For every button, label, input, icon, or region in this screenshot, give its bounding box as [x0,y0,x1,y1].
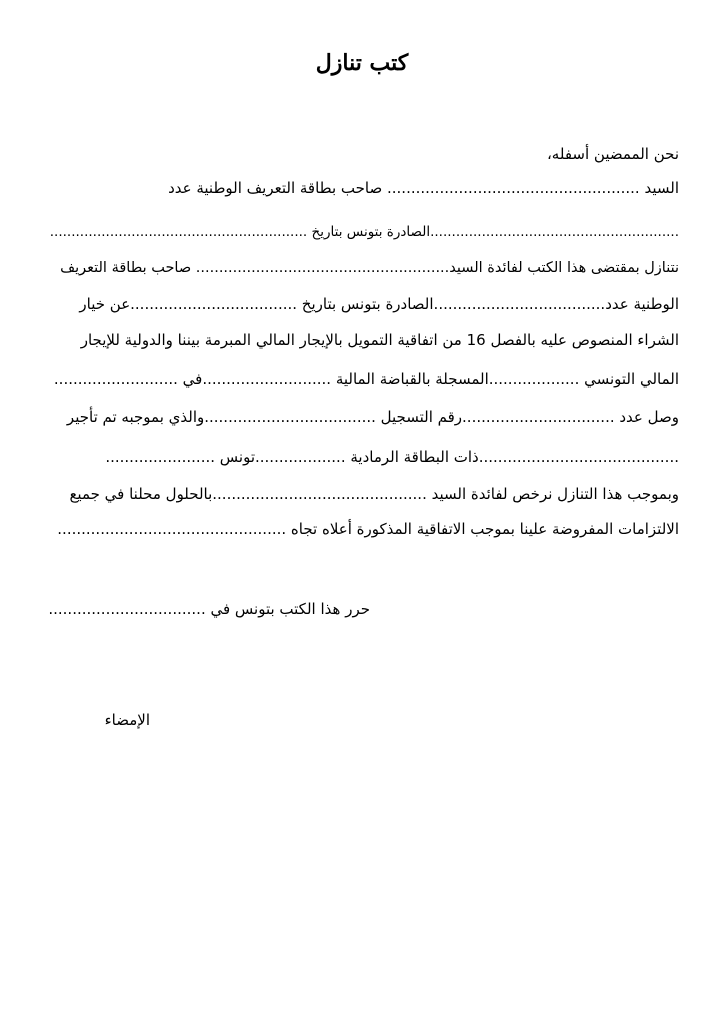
body-line-3: ..........................................................الصادرة بتونس بتاريخ ............................................................ [49,224,679,240]
body-line-6: الشراء المنصوص عليه بالفصل 16 من اتفاقية التمويل بالإيجار المالي المبرمة بيننا والدولية للإيجار [80,331,679,349]
body-line-2: السيد ..................................................... صاحب بطاقة التعريف الوطنية عدد [168,179,679,197]
body-line-11: الالتزامات المفروضة علينا بموجب الاتفاقية المذكورة أعلاه تجاه ................................................ [57,520,679,538]
body-line-9: ..........................................ذات البطاقة الرمادية ...................تونس ....................... [105,448,679,466]
body-line-7: المالي التونسي ...................المسجلة بالقباضة المالية ...........................في .......................... [53,370,679,388]
signed-at-line: حرر هذا الكتب بتونس في ................................. [48,600,370,618]
body-line-8: وصل عدد ................................رقم التسجيل ....................................والذي بموجبه تم تأجير [66,408,679,426]
body-line-5: الوطنية عدد....................................الصادرة بتونس بتاريخ ...................................عن خيار [79,295,679,313]
body-line-10: وبموجب هذا التنازل نرخص لفائدة السيد .............................................بالحلول محلنا في جميع [69,485,679,503]
document-title: كتب تنازل [315,50,409,76]
body-line-1: نحن الممضين أسفله، [546,145,679,163]
body-line-4: نتنازل بمقتضى هذا الكتب لفائدة السيد....................................................... صاحب بطاقة التعريف [60,260,679,276]
signature-label: الإمضاء [104,711,150,729]
